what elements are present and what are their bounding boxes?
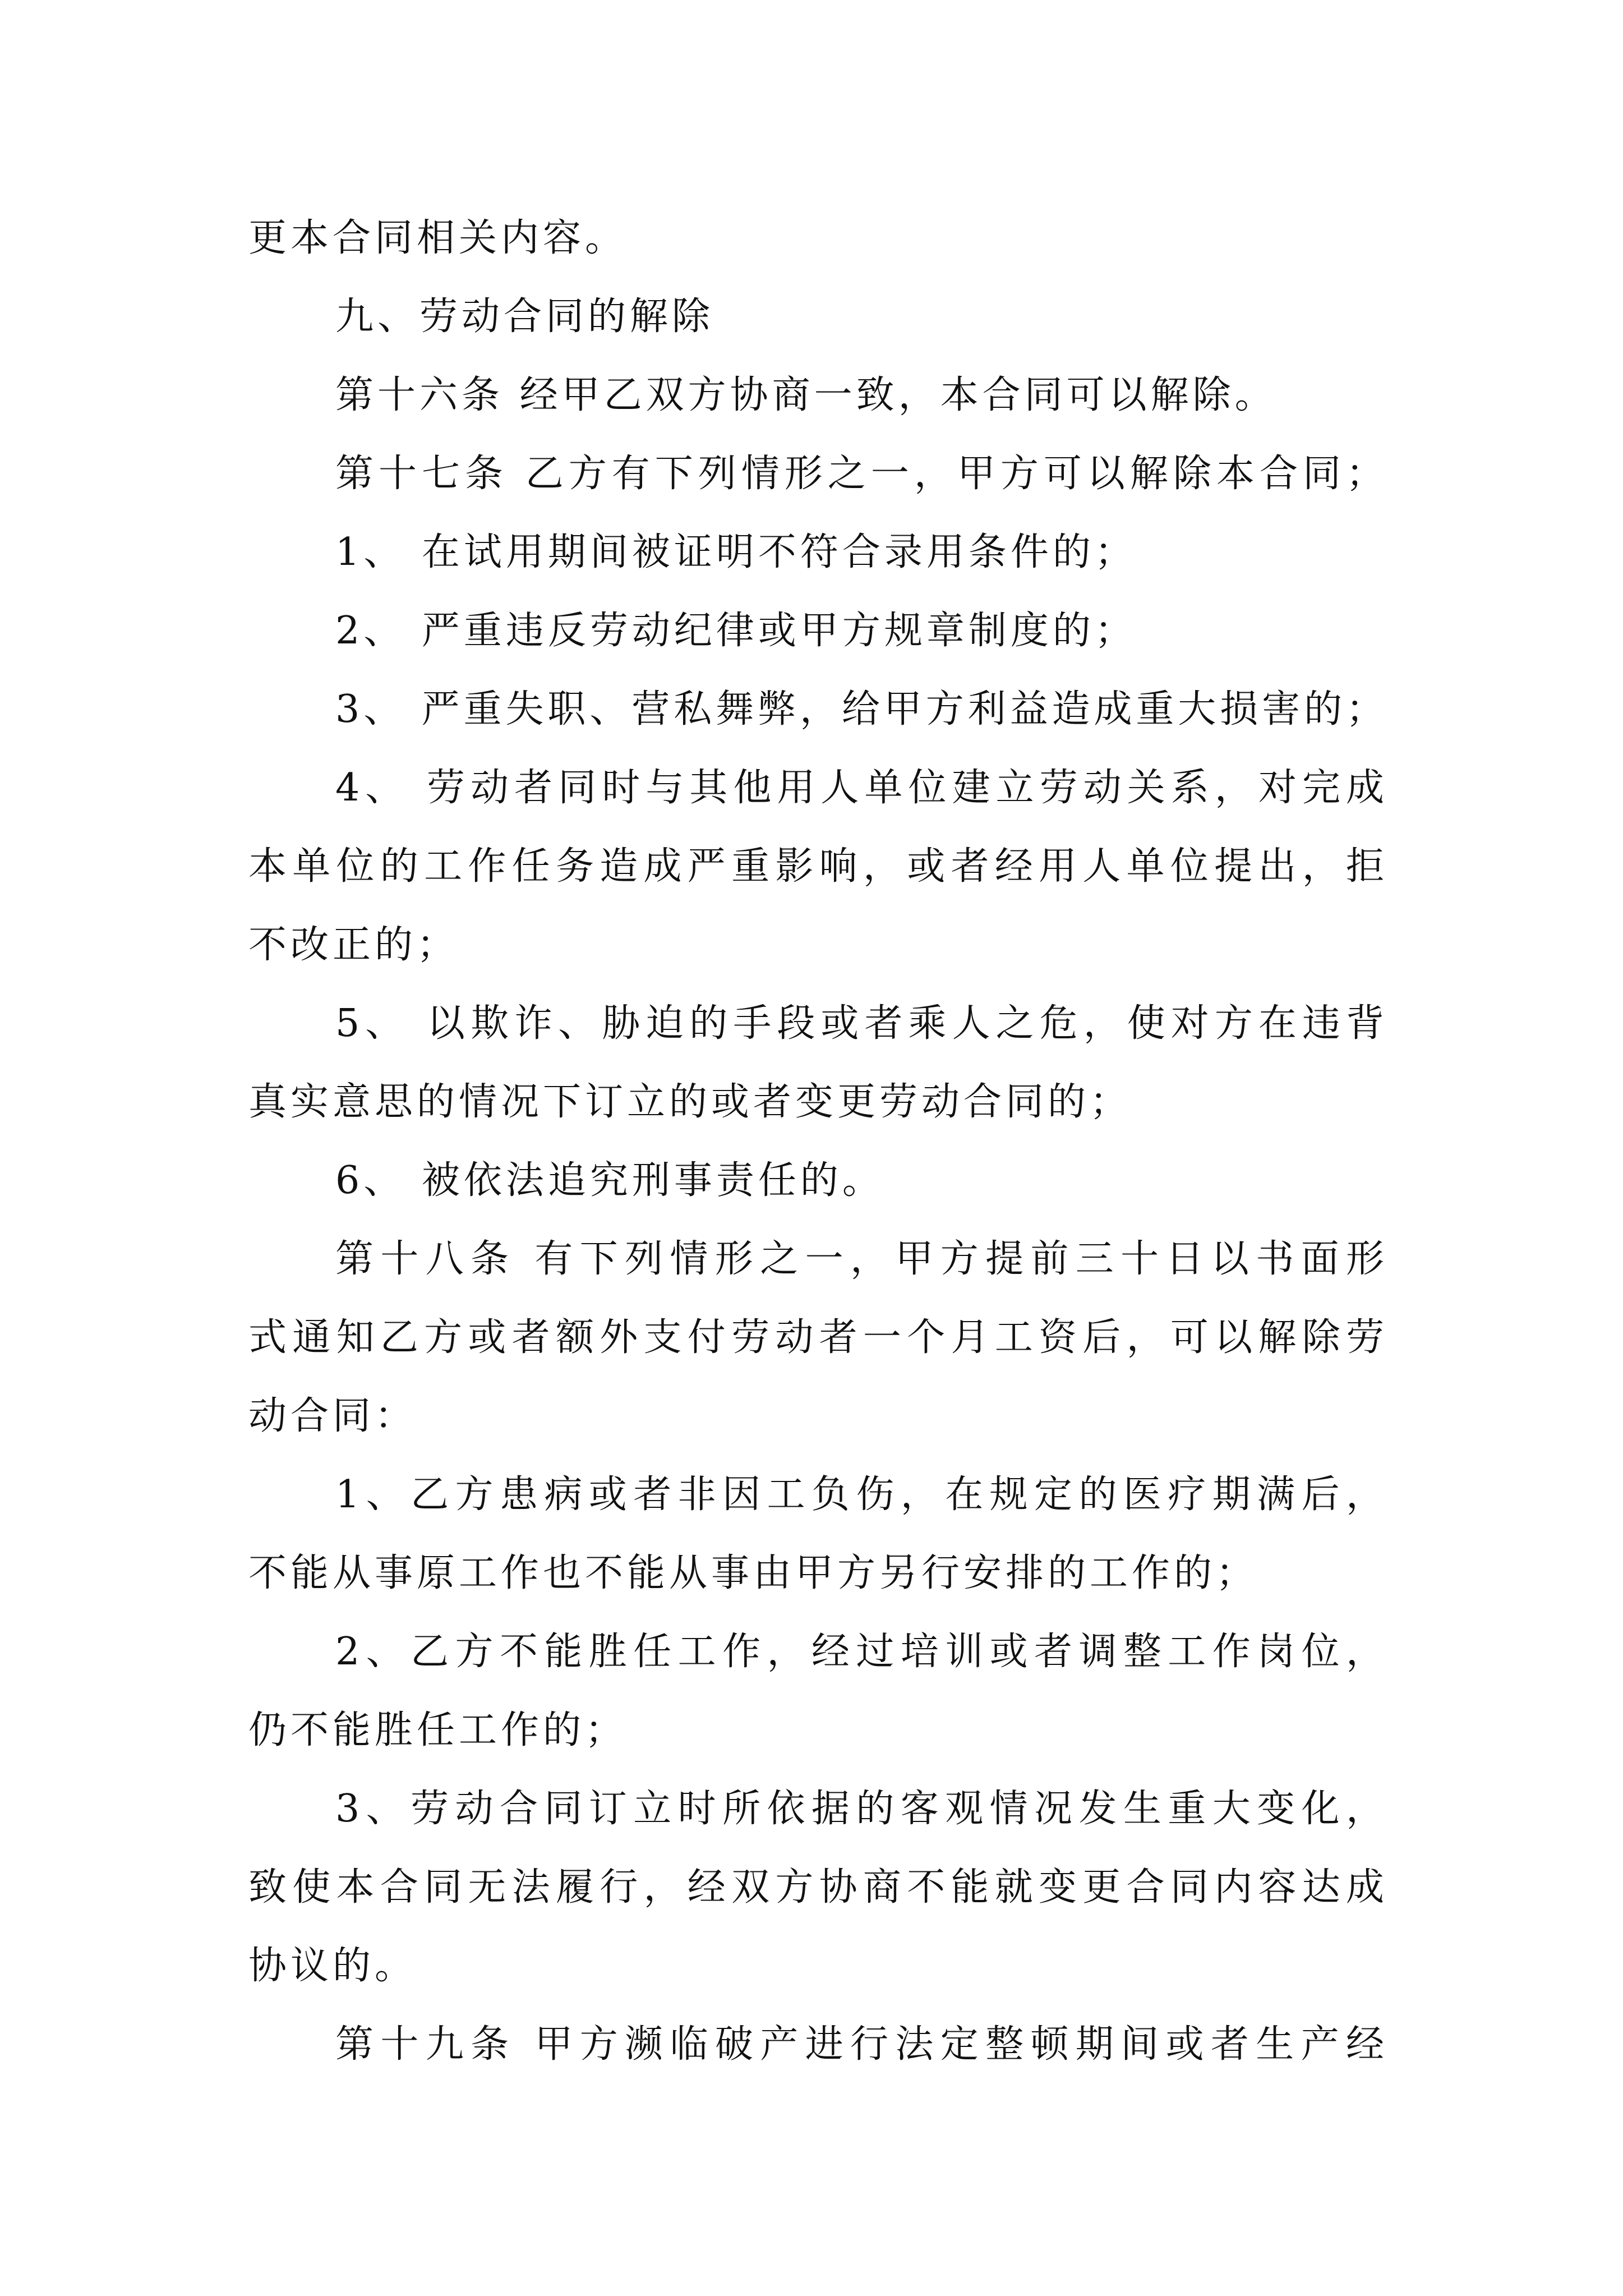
text-line-15: 式通知乙方或者额外支付劳动者一个月工资后，可以解除劳 xyxy=(248,1315,1384,1360)
text-line-14: 第十八条 有下列情形之一，甲方提前三十日以书面形 xyxy=(335,1237,1384,1281)
text-line-9: 本单位的工作任务造成严重影响，或者经用人单位提出，拒 xyxy=(248,844,1384,889)
text-line-23: 协议的。 xyxy=(248,1944,417,1988)
text-line-10: 不改正的； xyxy=(248,923,459,967)
text-line-17: 1、乙方患病或者非因工负伤，在规定的医疗期满后， xyxy=(335,1473,1384,1517)
text-line-16: 动合同： xyxy=(248,1394,417,1438)
section-heading: 九、劳动合同的解除 xyxy=(335,295,714,339)
text-line-24: 第十九条 甲方濒临破产进行法定整顿期间或者生产经 xyxy=(335,2022,1384,2067)
text-line-6: 2、 严重违反劳动纪律或甲方规章制度的； xyxy=(335,609,1137,653)
text-line-13: 6、 被依法追究刑事责任的。 xyxy=(335,1158,884,1203)
text-line-19: 2、乙方不能胜任工作，经过培训或者调整工作岗位， xyxy=(335,1630,1384,1674)
text-line-22: 致使本合同无法履行，经双方协商不能就变更合同内容达成 xyxy=(248,1865,1384,1910)
text-line-1: 更本合同相关内容。 xyxy=(248,216,628,260)
text-line-7: 3、 严重失职、营私舞弊，给甲方利益造成重大损害的； xyxy=(335,687,1384,731)
text-line-5: 1、 在试用期间被证明不符合录用条件的； xyxy=(335,530,1137,574)
text-line-11: 5、 以欺诈、胁迫的手段或者乘人之危，使对方在违背 xyxy=(335,1001,1384,1046)
text-line-21: 3、劳动合同订立时所依据的客观情况发生重大变化， xyxy=(335,1787,1384,1831)
text-line-12: 真实意思的情况下订立的或者变更劳动合同的； xyxy=(248,1080,1132,1124)
text-line-8: 4、 劳动者同时与其他用人单位建立劳动关系，对完成 xyxy=(335,766,1384,810)
text-line-4: 第十七条 乙方有下列情形之一，甲方可以解除本合同； xyxy=(335,452,1384,496)
text-line-3: 第十六条 经甲乙双方协商一致，本合同可以解除。 xyxy=(335,373,1277,417)
text-line-20: 仍不能胜任工作的； xyxy=(248,1708,628,1752)
text-line-18: 不能从事原工作也不能从事由甲方另行安排的工作的； xyxy=(248,1551,1258,1595)
